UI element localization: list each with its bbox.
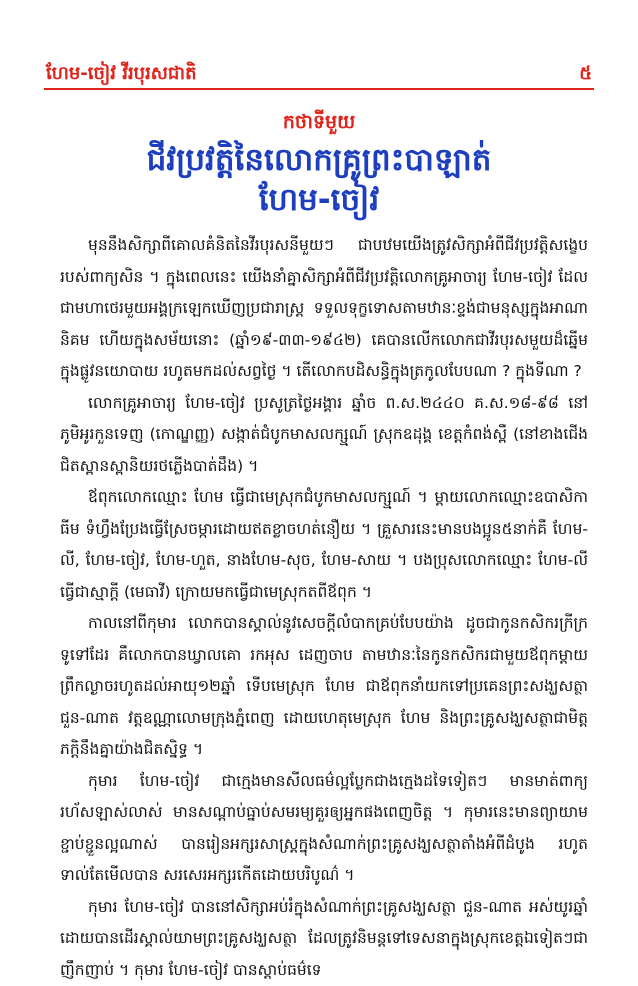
header-divider [44, 88, 594, 90]
paragraph: លោកគ្រូអាចារ្យ ហែម-ចៀវ ប្រសូត្រថ្ងៃអង្គារ ឆ្នាំច ព.ស.២៤៤០ គ.ស.១៨-៩៨ នៅភូមិអូរកួនទេញ (កោណ្ឌញ្ញ) សង្កាត់ជំបូកមាសលក្ស្មណ៍ ស្រុកឧដុង្គ ខេត្តកំពង់ស្ពឺ (នៅខាងជើងជិតស្ពានស្ពានិយរថភ្លើងបាត់ដឹង) ។ [60, 388, 588, 483]
chapter-label: កថាទីមួយ [0, 110, 638, 138]
chapter-title-line-2: ហែម-ចៀវ [0, 180, 638, 220]
paragraph: កុមារ ហែម-ចៀវ បាននៅសិក្សាអប់រំក្នុងសំណាក់ព្រះគ្រូសង្ឃសត្ថា ជួន-ណាត អស់យូរឆ្នាំដោយបានដើរស្គាល់យាមព្រះគ្រូសង្ឃសត្ថា ដែលត្រូវនិមន្តទៅទេសនាក្នុងស្រុកខេត្តឯទៀតៗជាញឹកញាប់ ។ កុមារ ហែម-ចៀវ បានស្ដាប់ធម៌ទេ [60, 892, 588, 986]
page-number: ៥ [579, 61, 592, 88]
paragraph: កាលនៅពីកុមារ លោកបានស្គាល់នូវសេចក្ដីលំបាកគ្រប់បែបយ៉ាង ដូចជាកូនកសិករក្រីក្រទូទៅដែរ គឺលោកបានឃ្វាលគោ រកអុស ដេញចាប តាមឋានៈនៃកូនកសិករជាមួយឪពុកម្ដាយព្រឹកល្ងាចរហូតដល់អាយុ១២ឆ្នាំ ទើបមេស្រុក ហែម ជាឪពុកនាំយកទៅប្រគេនព្រះសង្ឃសត្ថា ជួន-ណាត វត្តឧណ្ណាលោមក្រុងភ្នំពេញ ដោយហេតុមេស្រុក ហែម និងព្រះគ្រូសង្ឃសត្ថាជាមិត្តភក្តិនឹងគ្នាយ៉ាងជិតស្និទ្ធ ។ [60, 608, 588, 766]
chapter-title-line-1: ជីវប្រវត្តិនៃលោកគ្រូព្រះបាឡាត់ [0, 140, 638, 180]
paragraph: កុមារ ហែម-ចៀវ ជាក្មេងមានសីលធម៌ល្អប្លែកជាងក្មេងដទៃទៀតៗ មានមាត់ពាក្យរហ័សឡាស់លាស់ មានសណ្ដាប់ធ្នាប់សមរម្យគួរឲ្យអ្នកផងពេញចិត្ត ។ កុមារនេះមានព្យាយាមខ្ជាប់ខ្ជួនល្អណាស់ បានរៀនអក្សរសាស្ត្រក្នុងសំណាក់ព្រះគ្រូសង្ឃសត្ថាតាំងអំពីដំបូង រហូតទាល់តែមើលបាន សរសេរអក្សរកើតដោយបរិបូណ៌ ។ [60, 766, 588, 892]
running-title: ហែម-ចៀវ វីរបុរសជាតិ [46, 61, 197, 88]
body-text [60, 230, 588, 986]
running-header [46, 58, 592, 88]
paragraph: មុននឹងសិក្សាពីគោលគំនិតនៃវីរបុរសនីមួយៗ ជាបឋមយើងត្រូវសិក្សាអំពីជីវប្រវត្តិសង្ខេបរបស់ពាក្យសិន ។ ក្នុងពេលនេះ យើងនាំគ្នាសិក្សាអំពីជីវប្រវត្តិលោកគ្រូអាចារ្យ ហែម-ចៀវ ដែលជាមហាថេរមួយអង្គក្រឡេកឃើញប្រជារាស្ត្រ ទទួលទុក្ខទោសតាមឋានៈខ្ទង់ជាមនុស្សក្នុងអាណានិគម ហើយក្នុងសម័យនោះ (ឆ្នាំ១៩-៣៣-១៩៤២) គេបានលើកលោកជាវីរបុរសមួយដ៏ឆ្នើមក្នុងផ្លូវនយោបាយ រហូតមកដល់សព្វថ្ងៃ ។ តើលោកបដិសន្ធិក្នុងត្រកូលបែបណា ? ក្នុងទីណា ? [60, 230, 588, 388]
chapter-title [0, 140, 638, 220]
paragraph: ឪពុកលោកឈ្មោះ ហែម ធ្វើជាមេស្រុកជំបូកមាសលក្ស្មណ៍ ។ ម្ដាយលោកឈ្មោះឧបាសិកា ធីម ទំហ្វឹងប្រែងធ្វើស្រែចម្ការដោយឥតខ្លាចហត់នឿយ ។ គ្រួសារនេះមានបងប្អូន៥នាក់គឺ ហែម-លី, ហែម-ចៀវ, ហែម-ហួត, នាងហែម-សុច, ហែម-សាយ ។ បងប្រុសលោកឈ្មោះ ហែម-លី ធ្វើជាស្មាក្តី (មេធាវី) ក្រោយមកធ្វើជាមេស្រុកតពីឪពុក ។ [60, 482, 588, 608]
